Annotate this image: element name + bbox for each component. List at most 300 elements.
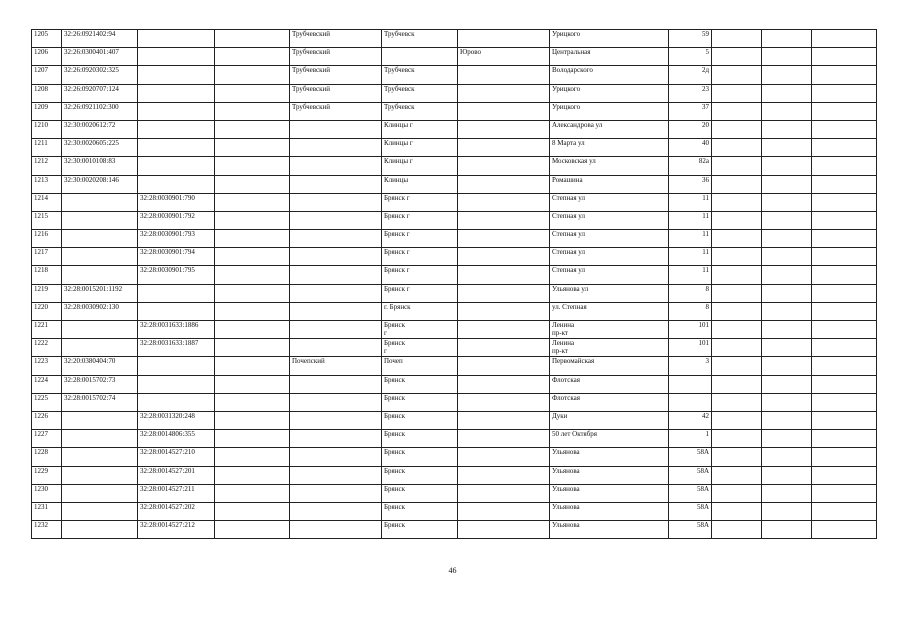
table-cell-c5: Брянск г	[382, 211, 458, 229]
table-cell-c7: Первомайская	[550, 357, 669, 375]
table-cell-c10	[762, 339, 812, 357]
table-cell-n: 1205	[32, 30, 62, 48]
table-cell-extra	[812, 484, 877, 502]
table-cell-extra	[812, 339, 877, 357]
table-row	[32, 484, 877, 502]
table-cell-c3	[215, 502, 290, 520]
table-cell-c1: 32:28:0015201:1192	[62, 284, 138, 302]
table-cell-c8: 11	[669, 230, 712, 248]
table-cell-c6	[458, 284, 550, 302]
table-row	[32, 84, 877, 102]
table-cell-c5: Трубчевск	[382, 84, 458, 102]
table-cell-c6	[458, 248, 550, 266]
table-cell-extra	[812, 448, 877, 466]
table-row	[32, 411, 877, 429]
table-cell-c2	[138, 48, 215, 66]
table-cell-c10	[762, 211, 812, 229]
table-cell-c7: 50 лет Октября	[550, 430, 669, 448]
table-cell-c7: Центральная	[550, 48, 669, 66]
table-cell-c2	[138, 357, 215, 375]
table-cell-c9	[712, 157, 762, 175]
table-cell-c3	[215, 66, 290, 84]
table-cell-c4	[290, 284, 382, 302]
table-cell-c10	[762, 30, 812, 48]
table-cell-c3	[215, 266, 290, 284]
table-cell-n: 1210	[32, 120, 62, 138]
table-cell-extra	[812, 193, 877, 211]
table-row	[32, 466, 877, 484]
table-cell-c1	[62, 321, 138, 339]
table-cell-c5: Клинцы	[382, 175, 458, 193]
table-cell-c2	[138, 30, 215, 48]
table-cell-extra	[812, 120, 877, 138]
table-cell-c4	[290, 393, 382, 411]
table-cell-extra	[812, 248, 877, 266]
table-cell-c9	[712, 193, 762, 211]
table-cell-extra	[812, 466, 877, 484]
table-cell-c4	[290, 448, 382, 466]
table-cell-c1: 32:28:0015702:74	[62, 393, 138, 411]
table-cell-extra	[812, 302, 877, 320]
table-cell-c10	[762, 448, 812, 466]
table-cell-c8: 36	[669, 175, 712, 193]
table-cell-c7: Степная ул	[550, 211, 669, 229]
table-cell-c10	[762, 430, 812, 448]
table-cell-extra	[812, 411, 877, 429]
table-row	[32, 284, 877, 302]
table-cell-c10	[762, 102, 812, 120]
table-cell-c5: Клинцы г	[382, 120, 458, 138]
table-cell-n: 1216	[32, 230, 62, 248]
table-cell-c5: Брянск	[382, 484, 458, 502]
table-cell-extra	[812, 66, 877, 84]
table-cell-c9	[712, 139, 762, 157]
table-row	[32, 430, 877, 448]
table-cell-c9	[712, 375, 762, 393]
table-cell-c10	[762, 157, 812, 175]
table-cell-c8: 2д	[669, 66, 712, 84]
table-cell-extra	[812, 266, 877, 284]
table-cell-c7: Дуки	[550, 411, 669, 429]
table-cell-c3	[215, 375, 290, 393]
table-cell-c6	[458, 521, 550, 539]
table-cell-c7: Володарского	[550, 66, 669, 84]
table-cell-c1: 32:26:0300401:407	[62, 48, 138, 66]
table-cell-c2: 32:28:0030901:793	[138, 230, 215, 248]
table-cell-c3	[215, 393, 290, 411]
table-cell-extra	[812, 521, 877, 539]
table-cell-c10	[762, 411, 812, 429]
table-cell-c6	[458, 411, 550, 429]
table-cell-c9	[712, 448, 762, 466]
table-cell-c2	[138, 393, 215, 411]
table-cell-c8: 101	[669, 321, 712, 339]
table-cell-c4	[290, 521, 382, 539]
table-cell-n: 1227	[32, 430, 62, 448]
table-cell-n: 1229	[32, 466, 62, 484]
table-cell-c3	[215, 230, 290, 248]
table-cell-extra	[812, 284, 877, 302]
table-cell-c4: Трубчевский	[290, 48, 382, 66]
table-cell-c8: 82а	[669, 157, 712, 175]
table-cell-c5: Трубчевск	[382, 102, 458, 120]
table-cell-c5: Брянск	[382, 466, 458, 484]
table-cell-c4	[290, 139, 382, 157]
table-cell-c5: Брянск	[382, 411, 458, 429]
table-cell-c4: Почепский	[290, 357, 382, 375]
table-cell-c1	[62, 448, 138, 466]
table-row	[32, 302, 877, 320]
table-cell-c4: Трубчевский	[290, 84, 382, 102]
table-cell-c9	[712, 393, 762, 411]
table-cell-c1: 32:30:0020612:72	[62, 120, 138, 138]
table-cell-c10	[762, 484, 812, 502]
table-cell-c9	[712, 211, 762, 229]
table-cell-c7: Ульянова	[550, 484, 669, 502]
table-cell-c6	[458, 302, 550, 320]
table-cell-c1	[62, 466, 138, 484]
table-cell-extra	[812, 102, 877, 120]
table-cell-c6	[458, 375, 550, 393]
table-cell-extra	[812, 357, 877, 375]
table-cell-n: 1231	[32, 502, 62, 520]
table-cell-c8: 58А	[669, 521, 712, 539]
table-cell-n: 1209	[32, 102, 62, 120]
table-cell-c1	[62, 411, 138, 429]
table-cell-c6	[458, 139, 550, 157]
table-cell-c10	[762, 48, 812, 66]
table-cell-n: 1219	[32, 284, 62, 302]
table-cell-c3	[215, 30, 290, 48]
table-cell-c4	[290, 302, 382, 320]
table-row	[32, 102, 877, 120]
table-cell-extra	[812, 502, 877, 520]
table-row	[32, 321, 877, 339]
table-cell-c9	[712, 66, 762, 84]
table-cell-c6	[458, 157, 550, 175]
table-cell-c5: Брянск г	[382, 339, 458, 357]
table-cell-c4	[290, 120, 382, 138]
table-cell-c10	[762, 139, 812, 157]
table-cell-n: 1218	[32, 266, 62, 284]
table-cell-c5: Клинцы г	[382, 157, 458, 175]
table-cell-c9	[712, 339, 762, 357]
table-cell-c10	[762, 302, 812, 320]
table-cell-c4	[290, 211, 382, 229]
table-row	[32, 266, 877, 284]
table-cell-c8: 59	[669, 30, 712, 48]
table-row	[32, 339, 877, 357]
table-cell-c8: 37	[669, 102, 712, 120]
table-cell-c10	[762, 284, 812, 302]
table-cell-c10	[762, 466, 812, 484]
table-cell-c2	[138, 157, 215, 175]
table-cell-c10	[762, 66, 812, 84]
table-cell-c10	[762, 393, 812, 411]
table-cell-c1: 32:28:0030902:130	[62, 302, 138, 320]
table-cell-c6	[458, 448, 550, 466]
table-cell-c1: 32:30:0020208:146	[62, 175, 138, 193]
table-cell-c5: Брянск г	[382, 284, 458, 302]
table-cell-c7: Ленина пр-кт	[550, 321, 669, 339]
table-cell-extra	[812, 321, 877, 339]
table-cell-c7: Ульянова	[550, 448, 669, 466]
table-cell-c9	[712, 230, 762, 248]
table-cell-c7: Ульянова	[550, 466, 669, 484]
table-cell-c8: 8	[669, 284, 712, 302]
table-cell-c6	[458, 66, 550, 84]
table-cell-c10	[762, 502, 812, 520]
table-cell-c9	[712, 430, 762, 448]
table-cell-c3	[215, 84, 290, 102]
table-cell-c6	[458, 30, 550, 48]
table-cell-c3	[215, 302, 290, 320]
table-row	[32, 502, 877, 520]
table-cell-c8: 5	[669, 48, 712, 66]
table-row	[32, 139, 877, 157]
table-row	[32, 375, 877, 393]
table-cell-c1	[62, 230, 138, 248]
table-cell-c5: Брянск г	[382, 230, 458, 248]
table-cell-n: 1223	[32, 357, 62, 375]
table-cell-c1: 32:28:0015702:73	[62, 375, 138, 393]
table-cell-c7: Ульянова	[550, 521, 669, 539]
table-cell-c9	[712, 502, 762, 520]
table-cell-c2: 32:28:0031320:248	[138, 411, 215, 429]
table-cell-c9	[712, 30, 762, 48]
table-cell-c6	[458, 502, 550, 520]
table-cell-c4	[290, 266, 382, 284]
table-cell-c1	[62, 484, 138, 502]
table-cell-c10	[762, 230, 812, 248]
table-cell-c5: Брянск	[382, 375, 458, 393]
table-cell-extra	[812, 139, 877, 157]
table-cell-n: 1220	[32, 302, 62, 320]
table-cell-c9	[712, 120, 762, 138]
table-cell-c3	[215, 357, 290, 375]
table-row	[32, 393, 877, 411]
table-cell-c8: 11	[669, 266, 712, 284]
table-cell-c4	[290, 484, 382, 502]
table-cell-c3	[215, 175, 290, 193]
table-cell-c7: Ульянова	[550, 502, 669, 520]
table-cell-c7: Степная ул	[550, 230, 669, 248]
table-cell-c7: Московская ул	[550, 157, 669, 175]
table-cell-c10	[762, 321, 812, 339]
table-cell-n: 1214	[32, 193, 62, 211]
table-cell-c2: 32:28:0030901:794	[138, 248, 215, 266]
table-cell-c2	[138, 175, 215, 193]
table-cell-extra	[812, 157, 877, 175]
table-cell-c3	[215, 484, 290, 502]
table-cell-c6	[458, 466, 550, 484]
table-cell-c9	[712, 102, 762, 120]
table-cell-c6	[458, 484, 550, 502]
table-cell-c8: 58А	[669, 502, 712, 520]
table-cell-c7: Урицкого	[550, 102, 669, 120]
table-cell-c2: 32:28:0014527:210	[138, 448, 215, 466]
table-cell-c3	[215, 284, 290, 302]
table-cell-n: 1212	[32, 157, 62, 175]
table-cell-extra	[812, 84, 877, 102]
table-cell-c7: Александрова ул	[550, 120, 669, 138]
table-cell-c1: 32:26:0920707:124	[62, 84, 138, 102]
table-cell-c10	[762, 84, 812, 102]
table-cell-n: 1221	[32, 321, 62, 339]
table-cell-c2	[138, 284, 215, 302]
table-cell-c3	[215, 248, 290, 266]
table-cell-n: 1228	[32, 448, 62, 466]
table-cell-c1	[62, 521, 138, 539]
table-cell-c10	[762, 521, 812, 539]
table-cell-c5: Брянск	[382, 448, 458, 466]
table-cell-c9	[712, 521, 762, 539]
table-cell-c1	[62, 193, 138, 211]
table-cell-c2	[138, 120, 215, 138]
table-cell-c3	[215, 466, 290, 484]
table-cell-c2: 32:28:0030901:795	[138, 266, 215, 284]
table-row	[32, 175, 877, 193]
table-cell-c4	[290, 175, 382, 193]
table-cell-c8: 42	[669, 411, 712, 429]
table-row	[32, 357, 877, 375]
table-cell-c8: 8	[669, 302, 712, 320]
table-cell-extra	[812, 30, 877, 48]
table-cell-c7: 8 Марта ул	[550, 139, 669, 157]
table-cell-c5: Брянск	[382, 430, 458, 448]
table-cell-n: 1224	[32, 375, 62, 393]
table-cell-c4	[290, 193, 382, 211]
table-cell-c3	[215, 321, 290, 339]
table-cell-c4	[290, 321, 382, 339]
table-cell-c1	[62, 502, 138, 520]
table-cell-c4	[290, 502, 382, 520]
table-cell-n: 1225	[32, 393, 62, 411]
table-row	[32, 30, 877, 48]
table-cell-c7: Урицкого	[550, 84, 669, 102]
table-cell-c5: Брянск	[382, 393, 458, 411]
table-row	[32, 521, 877, 539]
table-cell-c5: Трубчевск	[382, 66, 458, 84]
table-cell-c5: Клинцы г	[382, 139, 458, 157]
table-cell-extra	[812, 430, 877, 448]
table-cell-c7: Ромашина	[550, 175, 669, 193]
table-cell-c1: 32:26:0921402:94	[62, 30, 138, 48]
table-cell-c3	[215, 48, 290, 66]
table-cell-c4: Трубчевский	[290, 66, 382, 84]
table-cell-c7: Флотская	[550, 393, 669, 411]
table-cell-n: 1213	[32, 175, 62, 193]
table-cell-c5: Брянск г	[382, 193, 458, 211]
table-cell-c8: 11	[669, 211, 712, 229]
table-cell-c8: 101	[669, 339, 712, 357]
table-cell-c3	[215, 430, 290, 448]
table-cell-c10	[762, 120, 812, 138]
table-cell-c10	[762, 175, 812, 193]
table-cell-c4: Трубчевский	[290, 102, 382, 120]
table-cell-c9	[712, 175, 762, 193]
table-cell-c9	[712, 466, 762, 484]
table-cell-c2	[138, 139, 215, 157]
table-cell-c2	[138, 375, 215, 393]
table-cell-extra	[812, 393, 877, 411]
table-cell-c4	[290, 339, 382, 357]
table-cell-n: 1226	[32, 411, 62, 429]
table-cell-c8	[669, 375, 712, 393]
table-cell-c10	[762, 248, 812, 266]
table-cell-n: 1207	[32, 66, 62, 84]
table-cell-c2	[138, 302, 215, 320]
table-cell-c9	[712, 302, 762, 320]
table-row	[32, 120, 877, 138]
table-cell-c7: Флотская	[550, 375, 669, 393]
table-cell-c1: 32:26:0921102:300	[62, 102, 138, 120]
table-cell-c9	[712, 266, 762, 284]
table-cell-c10	[762, 193, 812, 211]
table-cell-c1	[62, 266, 138, 284]
table-cell-c3	[215, 120, 290, 138]
table-cell-n: 1217	[32, 248, 62, 266]
table-cell-c6	[458, 175, 550, 193]
table-cell-n: 1230	[32, 484, 62, 502]
table-cell-extra	[812, 48, 877, 66]
table-cell-c10	[762, 266, 812, 284]
table-cell-c2: 32:28:0014806:355	[138, 430, 215, 448]
table-cell-n: 1208	[32, 84, 62, 102]
table-cell-c9	[712, 484, 762, 502]
table-cell-c6	[458, 230, 550, 248]
table-cell-c2: 32:28:0030901:790	[138, 193, 215, 211]
table-cell-c6	[458, 84, 550, 102]
table-cell-n: 1206	[32, 48, 62, 66]
table-cell-c2: 32:28:0014527:212	[138, 521, 215, 539]
table-cell-c10	[762, 375, 812, 393]
table-cell-c9	[712, 284, 762, 302]
table-cell-c8	[669, 393, 712, 411]
table-cell-c10	[762, 357, 812, 375]
table-cell-c6: Юрово	[458, 48, 550, 66]
table-cell-c4	[290, 466, 382, 484]
table-cell-c6	[458, 321, 550, 339]
table-cell-c5	[382, 48, 458, 66]
table-cell-c9	[712, 248, 762, 266]
registry-table	[31, 29, 877, 539]
table-cell-c8: 40	[669, 139, 712, 157]
table-cell-c9	[712, 321, 762, 339]
table-cell-c3	[215, 521, 290, 539]
table-cell-c5: Брянск г	[382, 266, 458, 284]
table-cell-c8: 3	[669, 357, 712, 375]
table-cell-c3	[215, 339, 290, 357]
table-cell-c5: Брянск	[382, 521, 458, 539]
table-cell-c7: Урицкого	[550, 30, 669, 48]
table-cell-c5: Почеп	[382, 357, 458, 375]
table-cell-c4	[290, 430, 382, 448]
table-row	[32, 230, 877, 248]
table-cell-c5: Брянск г	[382, 321, 458, 339]
table-cell-extra	[812, 230, 877, 248]
table-row	[32, 448, 877, 466]
table-cell-c5: Брянск	[382, 502, 458, 520]
table-cell-c8: 58А	[669, 448, 712, 466]
table-row	[32, 211, 877, 229]
table-cell-c9	[712, 48, 762, 66]
table-cell-c6	[458, 393, 550, 411]
table-cell-c2	[138, 84, 215, 102]
table-cell-c1	[62, 339, 138, 357]
table-cell-c1: 32:30:0020605:225	[62, 139, 138, 157]
table-cell-c1	[62, 248, 138, 266]
